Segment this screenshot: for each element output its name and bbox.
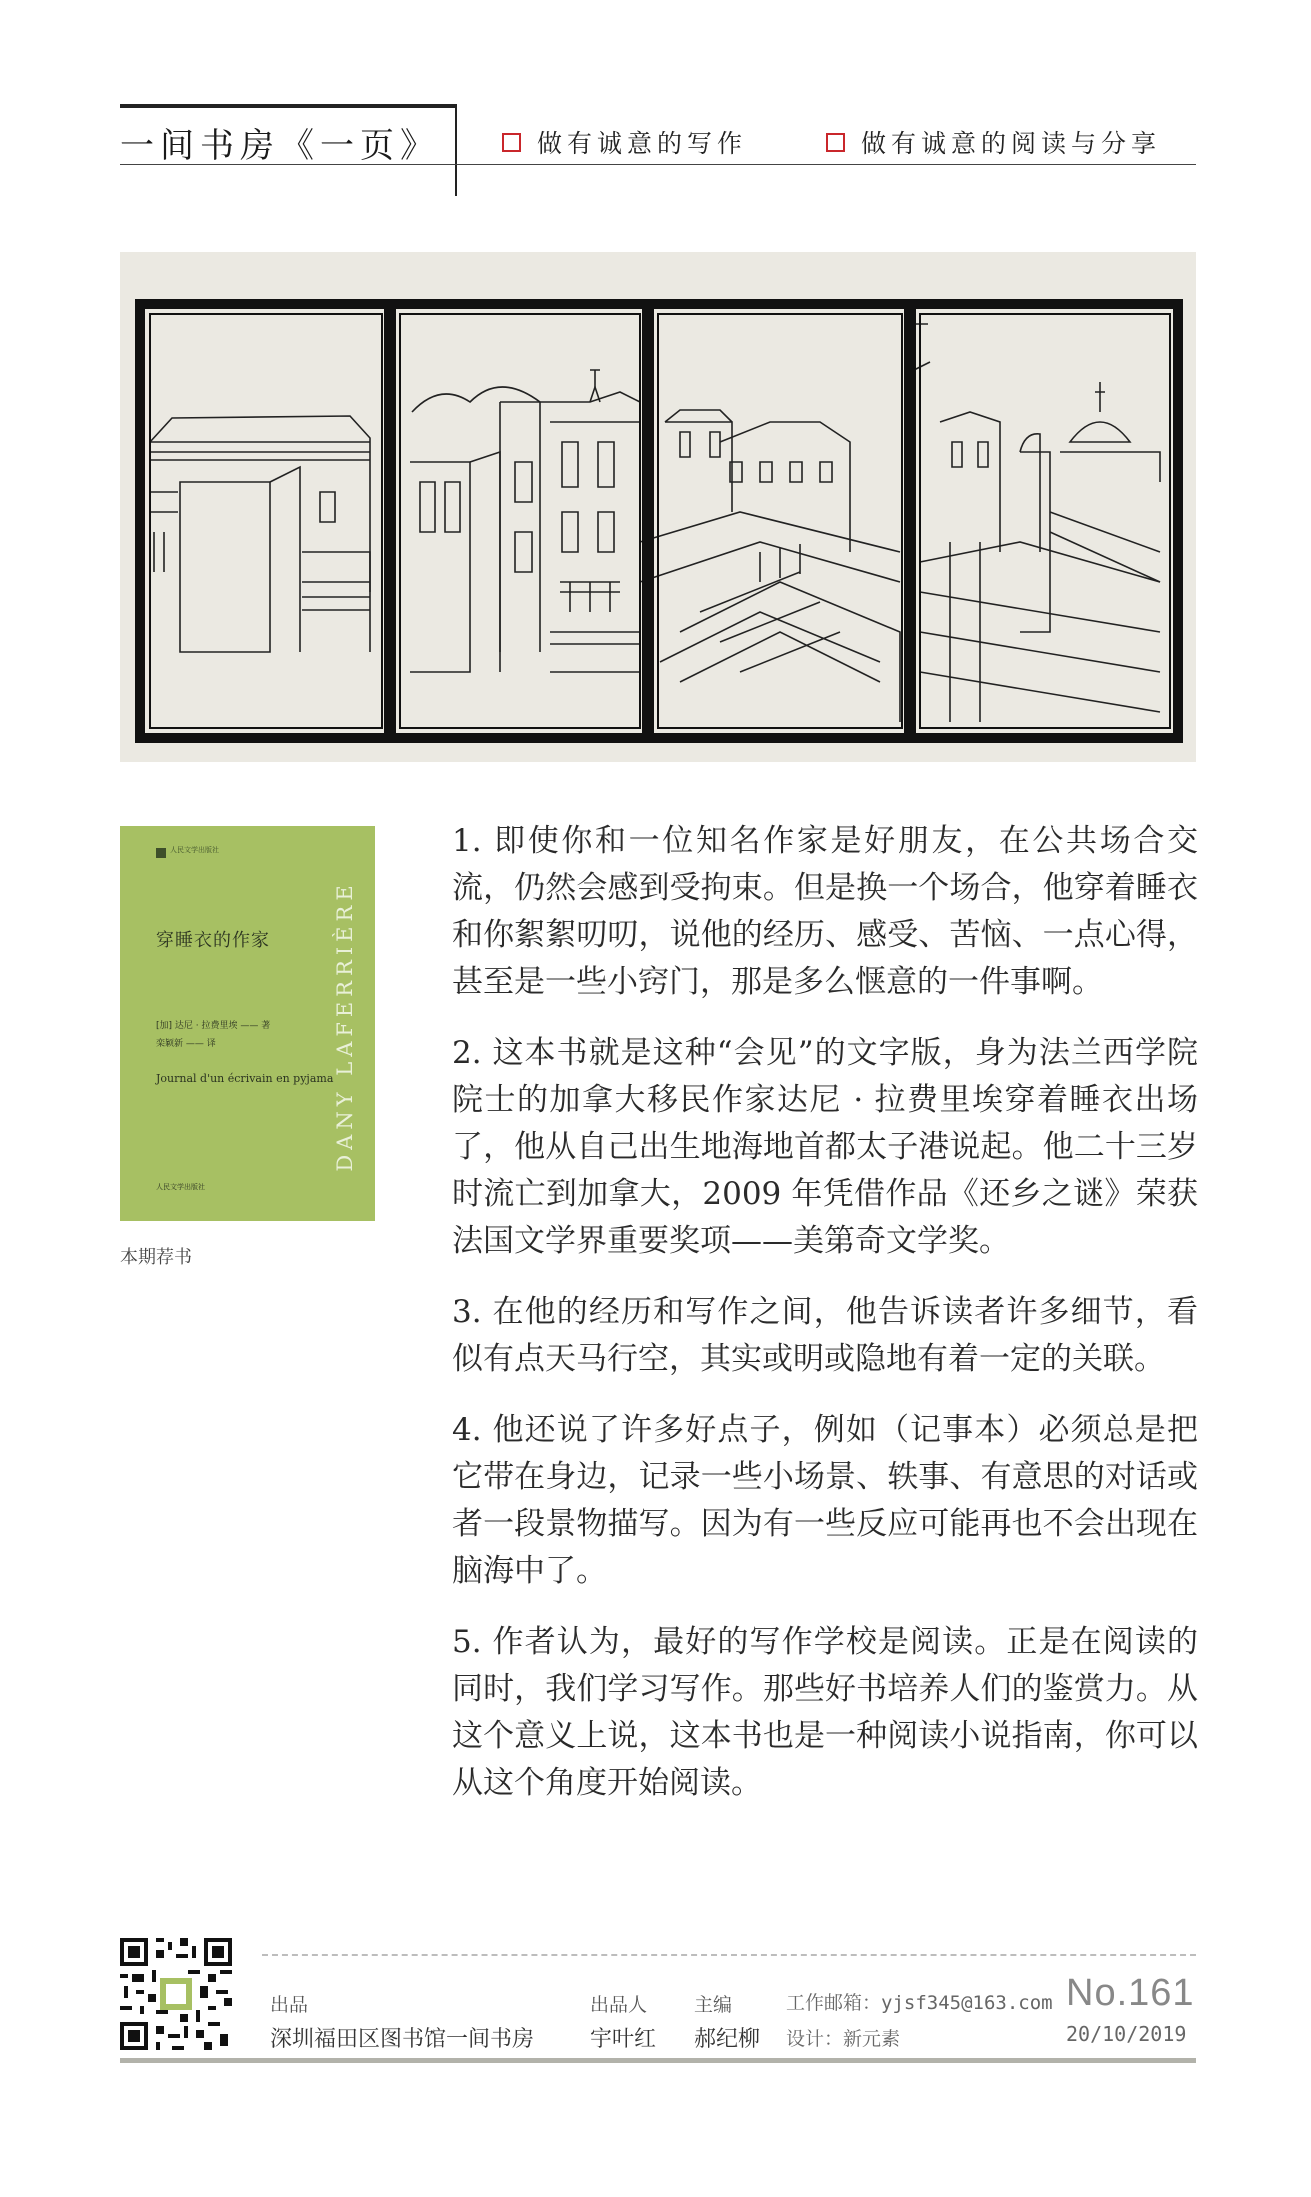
slogan-reading-text: 做有诚意的阅读与分享: [861, 129, 1162, 158]
publisher-logo-icon: [156, 848, 166, 858]
issue-number: No.161: [1066, 1972, 1195, 2014]
producer-value: 深圳福田区图书馆一间书房: [270, 2027, 535, 2052]
contact-email[interactable]: [786, 1988, 1053, 2015]
footer-bar: [120, 2058, 1196, 2063]
design-credit: 设计：新元素: [786, 2028, 901, 2050]
publisher-value: 宇叶红: [590, 2027, 657, 2052]
article-body: [452, 818, 1198, 1831]
email-address[interactable]: yjsf345@163.com: [881, 1992, 1053, 2014]
paragraph-5: 5. 作者认为，最好的写作学校是阅读。正是在阅读的同时，我们学习写作。那些好书培养人们的鉴赏力。从这个意义上说，这本书也是一种阅读小说指南，你可以从这个角度开始阅读。: [452, 1624, 1198, 1801]
checkbox-icon: [826, 133, 845, 152]
cover-french-title: Journal d'un écrivain en pyjama: [156, 1072, 334, 1085]
cover-author-vertical: [327, 846, 363, 1206]
cover-translator: 栾颖新 —— 译: [156, 1039, 216, 1049]
paragraph-2: 2. 这本书就是这种“会见”的文字版，身为法兰西学院院士的加拿大移民作家达尼 · 拉费里埃穿着睡衣出场了，他从自己出生地海地首都太子港说起。他二十三岁时流亡到加拿大，2009 年凭借作品《还乡之谜》荣获法国文学界重要奖项——美第奇文学奖。: [452, 1035, 1198, 1259]
qr-code-graphic: [120, 1938, 232, 2050]
footer-dashed-rule: [262, 1954, 1196, 1956]
slogan-writing-text: 做有诚意的写作: [537, 129, 748, 158]
header-divider: [455, 104, 457, 196]
cover-logo-text: 人民文学出版社: [170, 846, 219, 854]
cover-title: 穿睡衣的作家: [156, 930, 270, 951]
masthead-title: 一间书房《一页》: [120, 126, 440, 166]
publisher-label: 出品人: [590, 1994, 648, 2016]
checkbox-icon: [502, 133, 521, 152]
paragraph-1: 1. 即使你和一位知名作家是好朋友，在公共场合交流，仍然会感到受拘束。但是换一个场合，他穿着睡衣和你絮絮叨叨，说他的经历、感受、苦恼、一点心得，甚至是一些小窍门，那是多么惬意的一件事啊。: [452, 823, 1198, 1000]
editor-value: 郝纪柳: [694, 2027, 761, 2052]
email-label: 工作邮箱：: [786, 1992, 882, 2014]
window-view-illustration: [120, 252, 1196, 762]
cover-author: [加] 达尼 · 拉费里埃 —— 著: [156, 1021, 271, 1031]
cover-author-vertical-text: DANY LAFERRIÈRE: [333, 880, 357, 1172]
slogan-reading: [826, 124, 1161, 160]
book-cover[interactable]: [120, 826, 375, 1221]
paragraph-3: 3. 在他的经历和写作之间，他告诉读者许多细节，看似有点天马行空，其实或明或隐地有着一定的关联。: [452, 1294, 1198, 1377]
slogan-writing: [502, 124, 747, 160]
qr-code-icon[interactable]: [120, 1938, 232, 2050]
editor-label: 主编: [694, 1994, 733, 2016]
book-caption: 本期荐书: [120, 1247, 192, 1268]
header-top-rule: [120, 104, 456, 108]
paragraph-4: 4. 他还说了许多好点子，例如（记事本）必须总是把它带在身边，记录一些小场景、轶事、有意思的对话或者一段景物描写。因为有一些反应可能再也不会出现在脑海中了。: [452, 1412, 1198, 1589]
window-sketch-icon: [120, 252, 1196, 762]
producer-label: 出品: [270, 1994, 309, 2016]
cover-publisher: 人民文学出版社: [156, 1183, 205, 1191]
issue-date: 20/10/2019: [1066, 2022, 1187, 2046]
